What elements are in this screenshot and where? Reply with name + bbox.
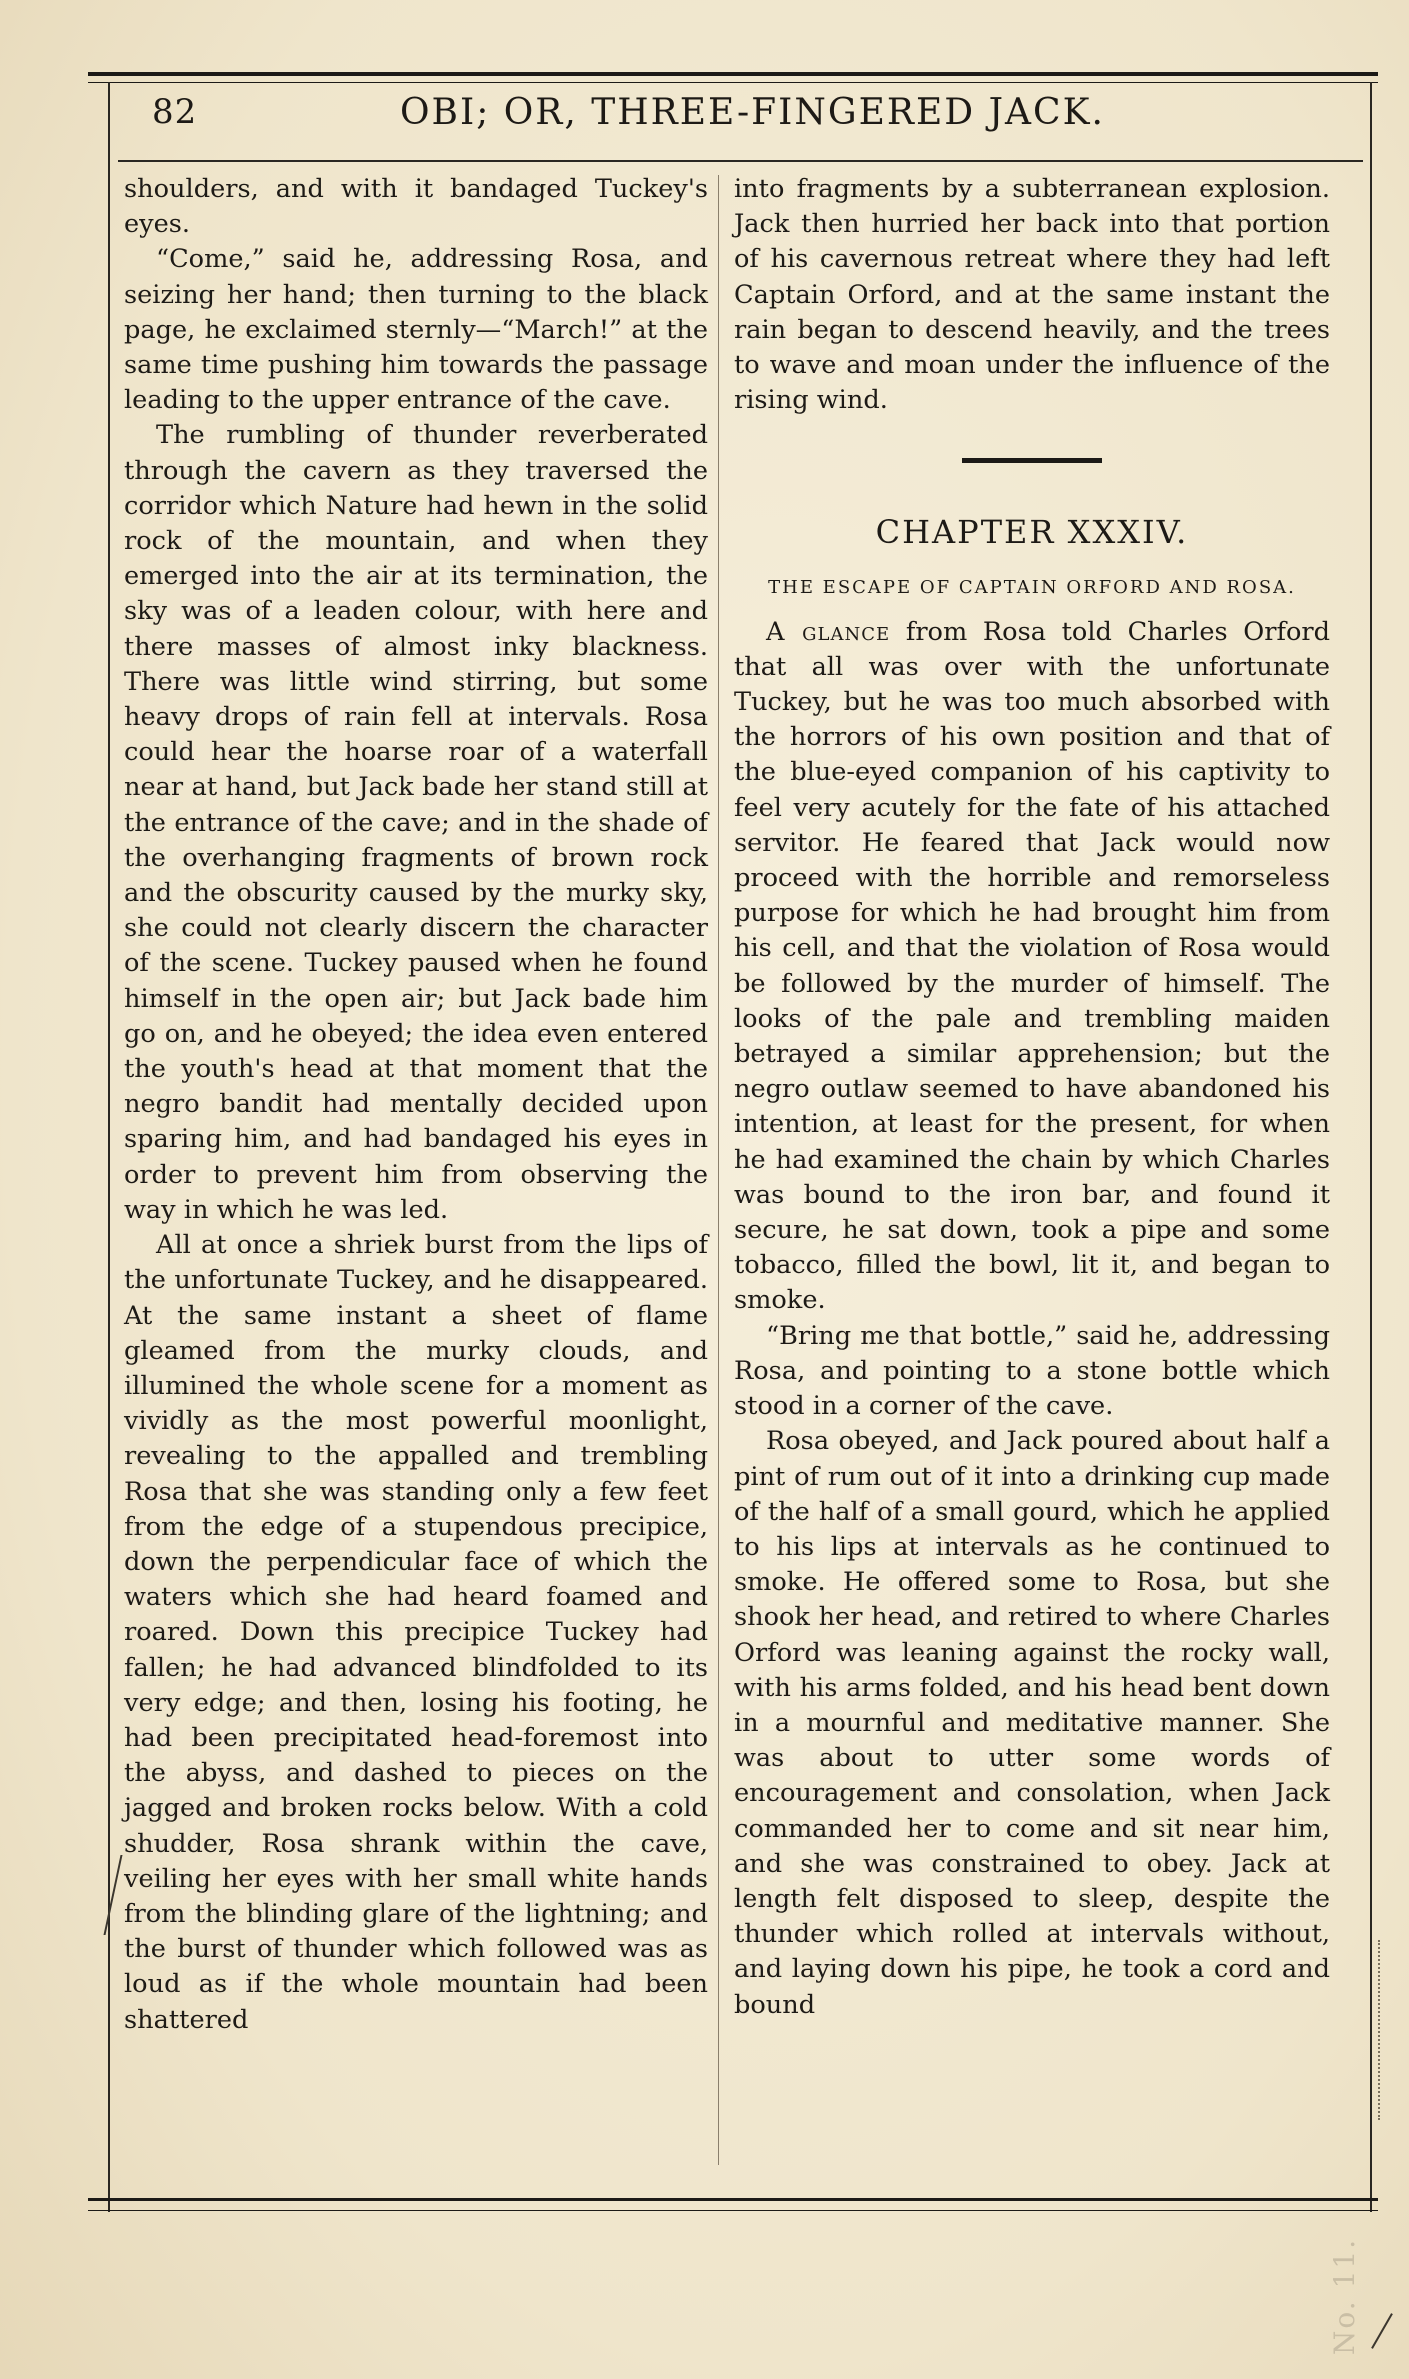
bottom-border-rule [88, 2198, 1378, 2201]
chapter-separator-rule [962, 458, 1102, 463]
column-divider [718, 175, 719, 2165]
paragraph: shoulders, and with it bandaged Tuckey's eyes. [124, 174, 708, 240]
chapter-title: CHAPTER XXXIV. [875, 513, 1189, 552]
left-frame-line [108, 82, 110, 2212]
chapter-opening-paragraph [734, 615, 1330, 1319]
left-column [124, 172, 708, 2038]
right-frame-line [1370, 82, 1372, 2212]
paragraph: All at once a shriek burst from the lips of the unfortunate Tuckey, and he disappeared. At the same instant a sheet of flame gleamed from the murky clouds, and illumined the whole scene for a moment as vividly as the most powerful moonlight, revealing to the appalled and trembling Rosa that she was standing only a few feet from the edge of a stupendous precipice, down the perpendicular face of which the waters which she had heard foamed and roared. Down this precipice Tuckey had fallen; he had advanced blindfolded to its very edge; and then, losing his footing, he had been precipitated head-foremost into the abyss, and dashed to pieces on the jagged and broken rocks below. With a cold shudder, Rosa shrank within the cave, veiling her eyes with her small white hands from the blinding glare of the lightning; and the burst of thunder which followed was as loud as if the whole mountain had been shattered [124, 1230, 708, 2035]
right-column [734, 172, 1330, 2023]
corner-pencil-mark [1371, 2313, 1393, 2349]
paragraph: “Bring me that bottle,” said he, addressing Rosa, and pointing to a stone bottle which stood in a corner of the cave. [734, 1320, 1330, 1422]
paragraph: “Come,” said he, addressing Rosa, and seizing her hand; then turning to the black page, he exclaimed sternly—“March!” at the same time pushing him towards the passage leading to the upper entrance of the cave. [124, 244, 708, 416]
bottom-border-rule-thin [88, 2210, 1378, 2211]
top-border-rule-thin [88, 82, 1378, 83]
page-number: 82 [152, 92, 198, 132]
top-border-rule [88, 72, 1378, 76]
paragraph: The rumbling of thunder reverberated through the cavern as they traversed the corridor which Nature had hewn in the solid rock of the mountain, and when they emerged into the air at its termination, the sky was of a leaden colour, with here and there masses of almost inky blackness. There was little wind stirring, but some heavy drops of rain fell at intervals. Rosa could hear the hoarse roar of a waterfall near at hand, but Jack bade her stand still at the entrance of the cave; and in the shade of the overhanging fragments of brown rock and the obscurity caused by the murky sky, she could not clearly discern the character of the scene. Tuckey paused when he found himself in the open air; but Jack bade him go on, and he obeyed; the idea even entered the youth's head at that moment that the negro bandit had mentally decided upon sparing him, and had bandaged his eyes in order to prevent him from observing the way in which he was led. [124, 420, 708, 1225]
margin-binding-mark [1378, 1940, 1386, 2120]
running-title: OBI; OR, THREE-FINGERED JACK. [400, 92, 1105, 133]
opening-text: from Rosa told Charles Orford that all was over with the unfortunate Tuckey, but he was too much absorbed with the horrors of his own position and that of the blue-eyed companion of his captivity to feel very acutely for the fate of his attached servitor. He feared that Jack would now proceed with the horrible and remorseless purpose for which he had brought him from his cell, and that the violation of Rosa would be followed by the murder of himself. The looks of the pale and trembling maiden betrayed a similar apprehension; but the negro outlaw seemed to have abandoned his intention, at least for the present, for when he had examined the chain by which Charles was bound to the iron bar, and found it secure, he sat down, took a pipe and some tobacco, filled the bowl, lit it, and began to smoke. [734, 616, 1330, 1316]
paragraph: Rosa obeyed, and Jack poured about half a pint of rum out of it into a drinking cup made of the half of a small gourd, which he applied to his lips at intervals as he continued to smoke. He offered some to Rosa, but she shook her head, and retired to where Charles Orford was leaning against the rocky wall, with his arms folded, and his head bent down in a mournful and meditative manner. She was about to utter some words of encouragement and consolation, when Jack commanded her to come and sit near him, and she was constrained to obey. Jack at length felt disposed to sleep, despite the thunder which rolled at intervals without, and laying down his pipe, he took a cord and bound [734, 1426, 1330, 2020]
faint-issue-mark: No. 11. [1328, 2237, 1362, 2356]
chapter-subtitle: THE ESCAPE OF CAPTAIN ORFORD AND ROSA. [768, 576, 1296, 598]
lead-words: A glance [766, 616, 891, 647]
header-rule [118, 160, 1363, 162]
continuation-paragraph: into fragments by a subterranean explosion. Jack then hurried her back into that portion of his cavernous retreat where they had left Captain Orford, and at the same instant the rain began to descend heavily, and the trees to wave and moan under the influence of the rising wind. [734, 174, 1330, 416]
